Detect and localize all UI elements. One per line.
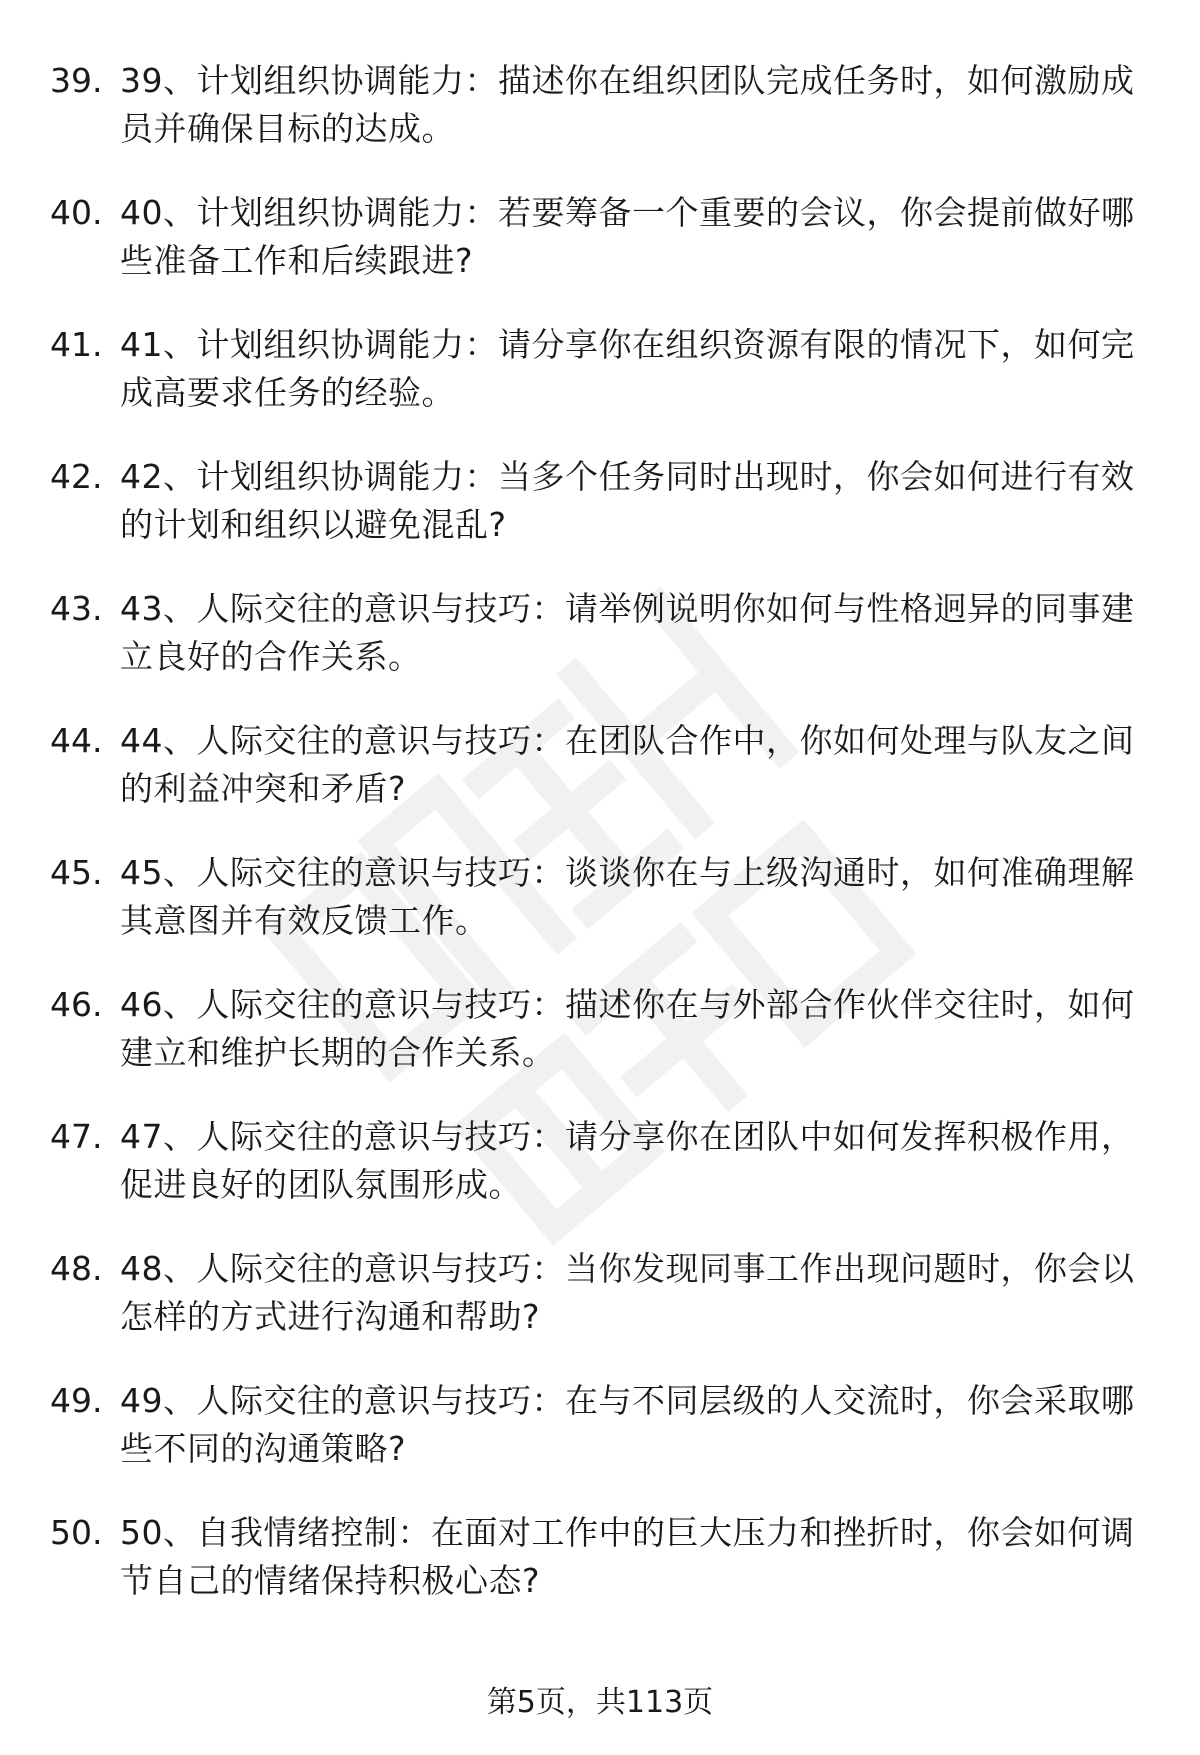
question-number: 41. [50,325,103,364]
question-number: 40. [50,193,103,232]
question-number: 46. [50,985,103,1024]
page-footer: 第5页，共113页 [486,1685,714,1720]
question-text: 40、计划组织协调能力：若要筹备一个重要的会议，你会提前做好哪些准备工作和后续跟进? [120,193,1135,280]
question-item [50,189,1150,321]
question-item [50,321,1150,453]
question-item [50,1245,1150,1377]
question-text: 44、人际交往的意识与技巧：在团队合作中，你如何处理与队友之间的利益冲突和矛盾? [120,721,1135,808]
question-text: 43、人际交往的意识与技巧：请举例说明你如何与性格迥异的同事建立良好的合作关系。 [120,589,1135,676]
question-item [50,1113,1150,1245]
question-list [50,57,1150,1641]
question-text: 49、人际交往的意识与技巧：在与不同层级的人交流时，你会采取哪些不同的沟通策略? [120,1381,1135,1468]
question-number: 47. [50,1117,103,1156]
question-number: 42. [50,457,103,496]
question-item [50,585,1150,717]
question-number: 45. [50,853,103,892]
question-text: 42、计划组织协调能力：当多个任务同时出现时，你会如何进行有效的计划和组织以避免混乱? [120,457,1135,544]
question-text: 39、计划组织协调能力：描述你在组织团队完成任务时，如何激励成员并确保目标的达成。 [120,61,1135,148]
question-number: 48. [50,1249,103,1288]
question-number: 44. [50,721,103,760]
question-text: 50、自我情绪控制：在面对工作中的巨大压力和挫折时，你会如何调节自己的情绪保持积极心态? [120,1513,1135,1600]
question-item [50,849,1150,981]
question-text: 47、人际交往的意识与技巧：请分享你在团队中如何发挥积极作用，促进良好的团队氛围形成。 [120,1117,1135,1204]
question-number: 49. [50,1381,103,1420]
question-text: 46、人际交往的意识与技巧：描述你在与外部合作伙伴交往时，如何建立和维护长期的合作关系。 [120,985,1135,1072]
question-item [50,57,1150,189]
question-item [50,717,1150,849]
question-item [50,453,1150,585]
question-text: 41、计划组织协调能力：请分享你在组织资源有限的情况下，如何完成高要求任务的经验。 [120,325,1135,412]
question-text: 45、人际交往的意识与技巧：谈谈你在与上级沟通时，如何准确理解其意图并有效反馈工作。 [120,853,1135,940]
question-text: 48、人际交往的意识与技巧：当你发现同事工作出现问题时，你会以怎样的方式进行沟通和帮助? [120,1249,1135,1336]
question-item [50,1377,1150,1509]
question-item [50,1509,1150,1641]
question-number: 43. [50,589,103,628]
question-number: 50. [50,1513,103,1552]
question-item [50,981,1150,1113]
question-number: 39. [50,61,103,100]
